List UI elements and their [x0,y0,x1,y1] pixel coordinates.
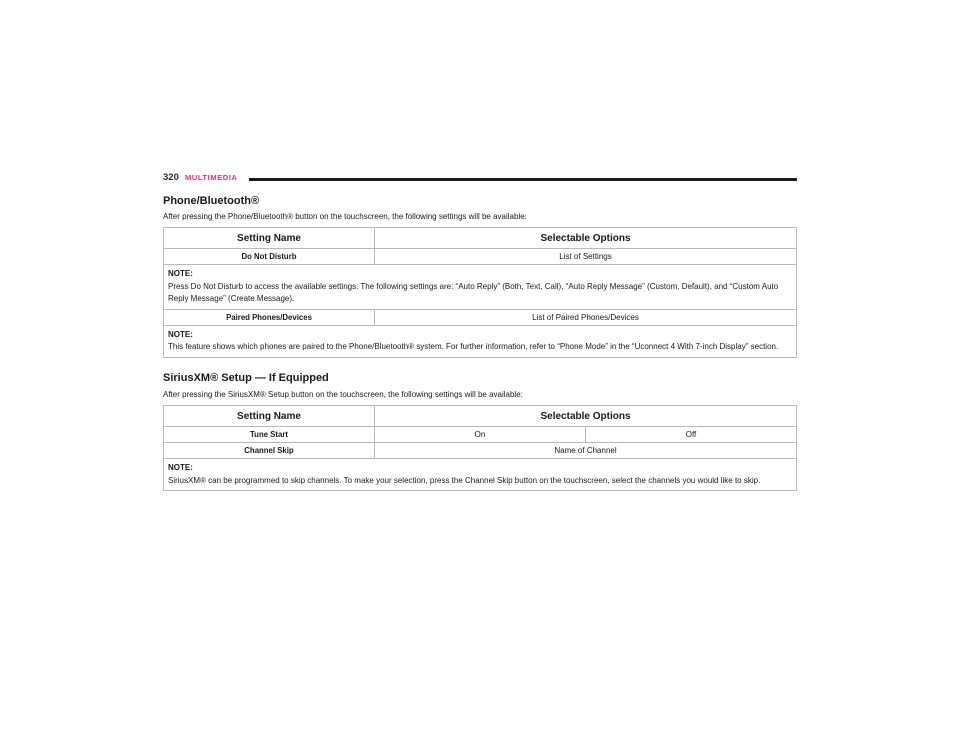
table-row [164,443,797,459]
setting-name-channel-skip: Channel Skip [164,443,375,459]
note-text: SiriusXM® can be programmed to skip channels. To make your selection, press the Channel Skip button on the touchscreen, select the channels you would like to skip. [168,475,761,485]
siriusxm-setup-intro: After pressing the SiriusXM® Setup button on the touchscreen, the following settings will be available: [163,390,523,399]
setting-name-tune-start: Tune Start [164,427,375,443]
column-header-selectable-options: Selectable Options [375,228,797,249]
column-header-selectable-options: Selectable Options [375,406,797,427]
note-row [164,265,797,310]
note-row [164,325,797,357]
do-not-disturb-note [164,265,797,310]
note-text: Press Do Not Disturb to access the available settings. The following settings are: “Auto Reply” (Both, Text, Call), “Auto Reply Message” (Custom, Default), and “Custom Auto Reply Message” (Create Message). [168,281,779,304]
setting-name-do-not-disturb: Do Not Disturb [164,249,375,265]
paired-phones-note [164,325,797,357]
page-header [163,172,797,184]
option-list-of-settings: List of Settings [375,249,797,265]
siriusxm-settings-table [163,405,797,491]
table-header-row [164,228,797,249]
phone-bluetooth-heading: Phone/Bluetooth® [163,195,260,207]
channel-skip-note [164,459,797,491]
siriusxm-setup-heading: SiriusXM® Setup — If Equipped [163,372,329,384]
setting-name-paired-phones: Paired Phones/Devices [164,309,375,325]
option-name-of-channel: Name of Channel [375,443,797,459]
phone-settings-table [163,227,797,358]
note-label: NOTE: [168,329,193,339]
note-row [164,459,797,491]
note-label: NOTE: [168,269,193,278]
option-list-of-paired-phones: List of Paired Phones/Devices [375,309,797,325]
note-text: This feature shows which phones are paired to the Phone/Bluetooth® system. For further information, refer to “Phone Mode” in the “Uconnect 4 With 7-inch Display” section. [168,342,779,352]
phone-bluetooth-intro: After pressing the Phone/Bluetooth® button on the touchscreen, the following settings will be available: [163,212,527,221]
column-header-setting-name: Setting Name [164,406,375,427]
table-row [164,427,797,443]
page-number: 320 [163,172,179,183]
note-label: NOTE: [168,463,193,472]
column-header-setting-name: Setting Name [164,228,375,249]
table-row [164,309,797,325]
option-on: On [375,427,586,443]
option-off: Off [586,427,797,443]
header-rule [249,178,797,181]
table-row [164,249,797,265]
section-name: MULTIMEDIA [185,172,238,182]
table-header-row [164,406,797,427]
